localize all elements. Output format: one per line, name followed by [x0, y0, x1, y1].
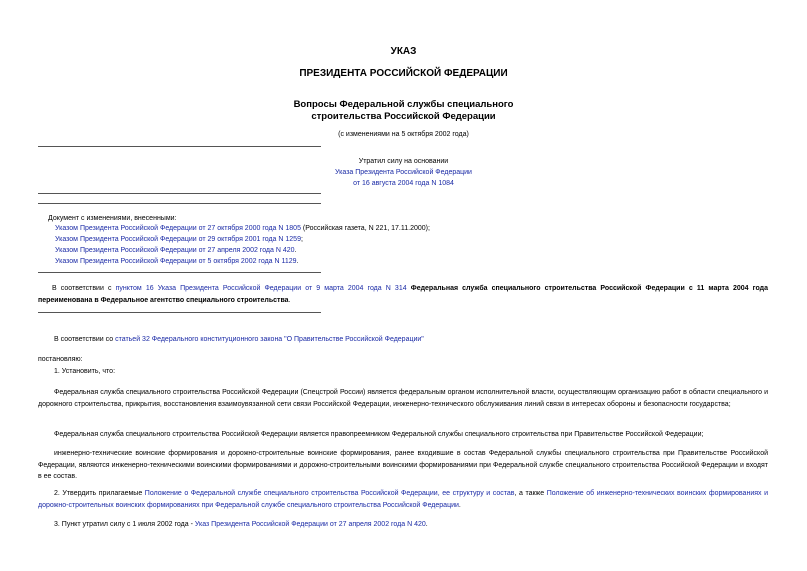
change-link[interactable]: Указом Президента Российской Федерации от 27 октября 2000 года N 1805 — [55, 225, 301, 232]
decree-title: УКАЗ — [390, 46, 417, 57]
rename-bold-text: Федеральная служба специального строительства Российской Федерации с 11 марта 2004 года переименована в Федеральное агентство специального строительства — [38, 285, 768, 304]
item3-link[interactable]: Указ Президента Российской Федерации от 27 апреля 2002 года N 420 — [194, 521, 426, 528]
rename-end: . — [288, 296, 291, 304]
item3-end: . — [425, 521, 428, 528]
decree-issuer: ПРЕЗИДЕНТА РОССИЙСКОЙ ФЕДЕРАЦИИ — [299, 68, 508, 79]
divider — [38, 312, 321, 313]
divider — [38, 203, 321, 204]
void-note-link[interactable] — [0, 168, 807, 178]
item3-prefix: 3. Пункт утратил силу с 1 июля 2002 года - — [54, 521, 195, 528]
divider — [38, 193, 321, 194]
paragraph-3: инженерно-технические воинские формирования и дорожно-строительные воинские формирования, ранее входившие в состав Федеральной службы специального строительства при Правительстве Российской Федерации, являются инженерно-техническими воинскими формированиями и дорожно-строительными воинскими формированиями при Федеральной службе специального строительства Российской Федерации и входят в ее состав. — [38, 450, 768, 480]
item2-end: . — [458, 501, 461, 509]
change-link[interactable]: Указом Президента Российской Федерации от 5 октября 2002 года N 1129 — [55, 258, 297, 265]
rename-link[interactable]: пунктом 16 Указа Президента Российской Федерации от 9 марта 2004 года N 314 — [115, 285, 407, 292]
decree-subject-line1: Вопросы Федеральной службы специального — [293, 99, 514, 110]
change-suffix: ; — [300, 236, 303, 243]
change-suffix: . — [294, 247, 297, 254]
divider — [38, 272, 321, 273]
item-2 — [38, 488, 768, 511]
paragraph-2: Федеральная служба специального строительства Российской Федерации является правопреемником Федеральной службы специального строительства при Правительстве Российской Федерации; — [54, 431, 704, 438]
changes-heading: Документ с изменениями, внесенными: — [48, 215, 177, 222]
void-note-link-line2[interactable]: от 16 августа 2004 года N 1084 — [353, 180, 454, 187]
change-link[interactable]: Указом Президента Российской Федерации от 27 апреля 2002 года N 420 — [55, 247, 295, 254]
item2-prefix: 2. Утвердить прилагаемые — [54, 490, 145, 497]
change-suffix: (Российская газета, N 221, 17.11.2000); — [300, 225, 430, 232]
divider — [38, 146, 321, 147]
item1-heading: 1. Установить, что: — [54, 368, 116, 375]
changes-item — [55, 257, 299, 267]
preamble-link[interactable]: статьей 32 Федерального конституционного закона "О Правительстве Российской Федерации" — [115, 336, 424, 343]
amended-note: (с изменениями на 5 октября 2002 года) — [338, 131, 469, 138]
changes-item — [55, 246, 297, 256]
preamble-prefix: В соответствии со — [54, 336, 116, 343]
changes-item — [55, 235, 303, 245]
item-3 — [54, 519, 428, 531]
void-note-line1: Утратил силу на основании — [358, 158, 449, 165]
change-suffix: . — [296, 258, 299, 265]
change-link[interactable]: Указом Президента Российской Федерации от 29 октября 2001 года N 1259 — [55, 236, 301, 243]
decree-subject-line2: строительства Российской Федерации — [311, 111, 496, 122]
paragraph-1: Федеральная служба специального строительства Российской Федерации (Спецстрой России) является федеральным органом исполнительной власти, осуществляющим организацию работ в области специального и дорожного строительства, прикрытия, восстановления взаимоувязанной сети связи Российской Федерации, инженерно-технического обслуживания линий связи в интересах обороны и безопасности государства; — [38, 389, 768, 408]
rename-prefix: В соответствии с — [52, 285, 116, 292]
item2-link-formations[interactable]: Положение об инженерно-технических воинских формированиях и дорожно-строительных воинских формированиях при Федеральной службе специального строительства Российской Федерации — [38, 490, 768, 509]
changes-item — [55, 224, 430, 234]
rename-note — [38, 283, 768, 306]
item2-middle: , а также — [514, 490, 547, 497]
item2-link-regulation[interactable]: Положение о Федеральной службе специального строительства Российской Федерации, ее структуру и состав — [144, 490, 515, 497]
decree-word: постановляю: — [38, 356, 83, 363]
void-note-link-line1[interactable]: Указа Президента Российской Федерации — [335, 169, 472, 176]
preamble — [54, 334, 424, 346]
void-note-link-date[interactable] — [0, 179, 807, 189]
